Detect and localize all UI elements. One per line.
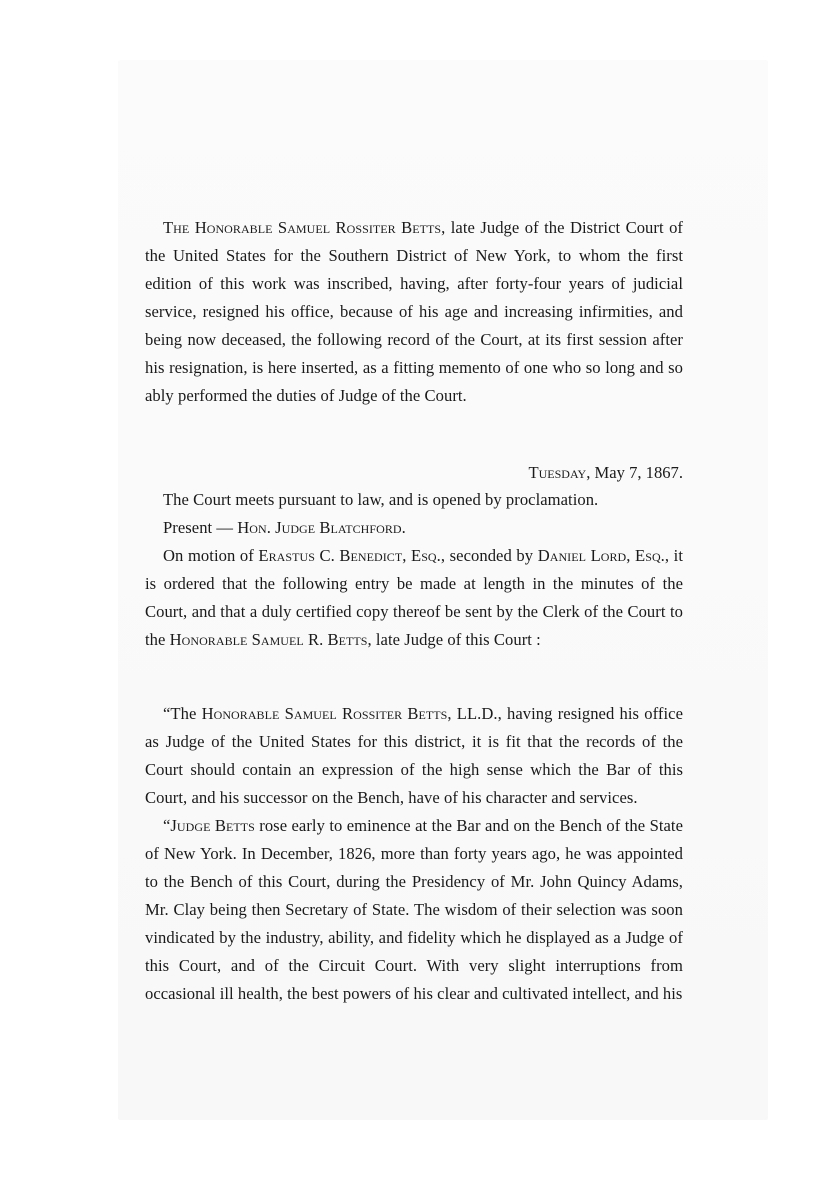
- present-prefix: Present —: [163, 518, 238, 537]
- court-record: [145, 486, 683, 654]
- resolution-p2-name: Judge Betts: [170, 816, 255, 835]
- mover-name: Erastus C. Benedict, Esq.: [258, 546, 441, 565]
- meeting-line: The Court meets pursuant to law, and is opened by proclamation.: [163, 490, 599, 509]
- present-line: [145, 514, 683, 542]
- motion-part-a: On motion of: [163, 546, 259, 565]
- resolution-p1-open: “The: [163, 704, 202, 723]
- resolution-p1-text: , LL.D., having resigned his office as Judge of the United States for this district, it is fit that the records of the Court should contain an expression of the high sense which the Bar of this Court, and his successor on the Bench, have of his character and services.: [145, 704, 683, 807]
- motion-paragraph: [145, 542, 683, 654]
- recipient-name: Honorable Samuel R. Betts: [169, 630, 368, 649]
- dateline: [145, 459, 683, 487]
- resolution-paragraph-2: [145, 812, 683, 1008]
- resolution-p2-text: rose early to eminence at the Bar and on the Bench of the State of New York. In December, 1826, more than forty years ago, he was appointed to the Bench of this Court, during the Presidency of Mr. John Quincy Adams, Mr. Clay being then Secretary of State. The wisdom of their selection was soon vindicated by the industry, ability, and fidelity which he displayed as a Judge of this Court, and of the Circuit Court. With very slight interruptions from occasional ill health, the best powers of his clear and cultivated intellect, and his: [145, 816, 684, 1003]
- motion-part-d: , late Judge of this Court :: [367, 630, 541, 649]
- dateline-day: Tuesday: [528, 463, 587, 482]
- resolution-paragraph-1: [145, 700, 683, 812]
- dedication-paragraph: [145, 214, 683, 410]
- resolution-p2-open: “: [163, 816, 171, 835]
- seconder-name: Daniel Lord, Esq.: [537, 546, 665, 565]
- dedication-name: The Honorable Samuel Rossiter Betts: [163, 218, 442, 237]
- motion-part-c: , it is ordered that the following entry be made at length in the minutes of the Court, and that a duly certified copy thereof be sent by the Clerk of the Court to the: [145, 546, 683, 649]
- resolution: [145, 700, 683, 1008]
- present-name: Hon. Judge Blatchford.: [237, 518, 406, 537]
- dedication-text: , late Judge of the District Court of the United States for the Southern District of New York, to whom the first edition of this work was inscribed, having, after forty-four years of judicial service, resigned his office, because of his age and increasing infirmities, and being now deceased, the following record of the Court, at its first session after his resignation, is here inserted, as a fitting memento of one who so long and so ably performed the duties of Judge of the Court.: [145, 218, 683, 405]
- motion-part-b: , seconded by: [440, 546, 538, 565]
- resolution-p1-name: Honorable Samuel Rossiter Betts: [201, 704, 448, 723]
- dateline-date: , May 7, 1867.: [586, 463, 683, 482]
